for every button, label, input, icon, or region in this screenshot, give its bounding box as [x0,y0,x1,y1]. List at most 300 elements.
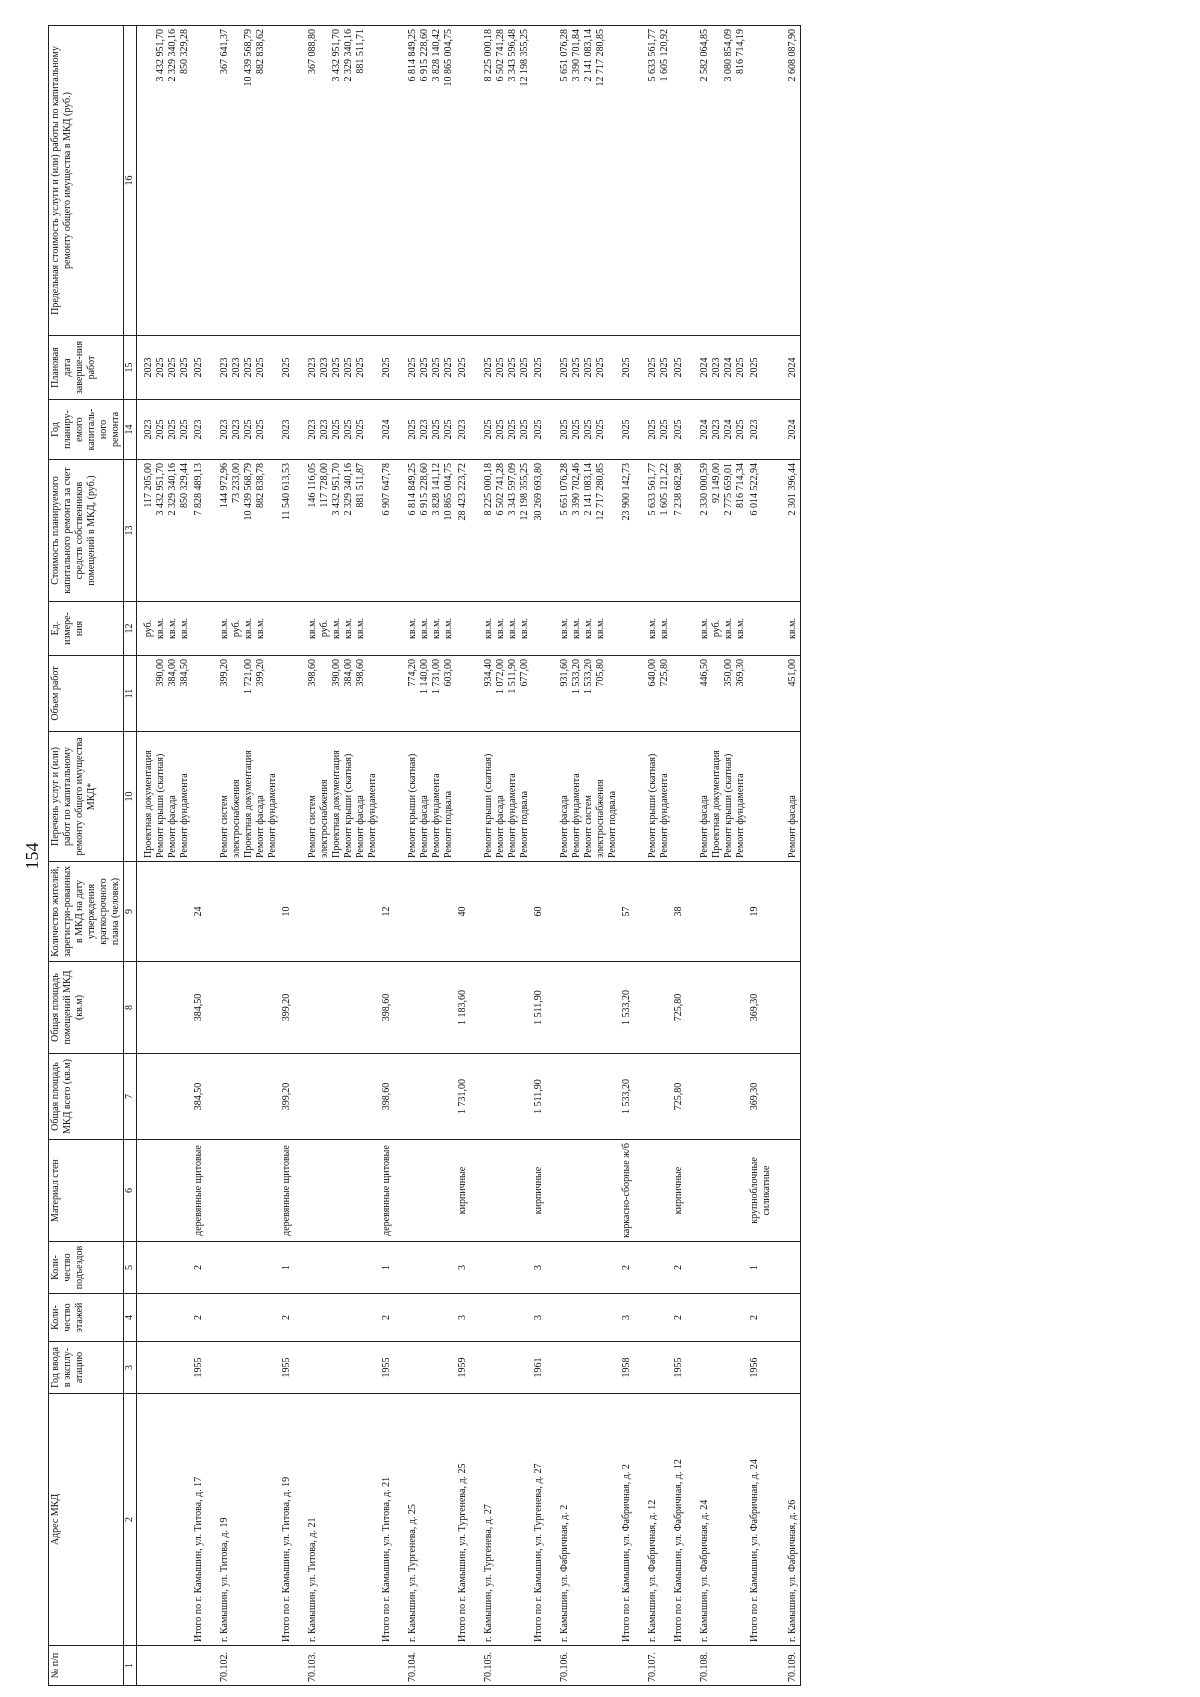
column-header: Общая площадь помещений МКД (кв.м) [49,962,124,1054]
cell-wall [401,1140,456,1242]
cell-end-year [301,336,380,400]
cell-end-year [748,336,781,400]
cell-area-total [401,1054,456,1140]
cell-line: руб. [319,619,330,638]
cell-line: 2025 [255,419,266,440]
cell-line: 6 502 741,28 [495,29,506,82]
cell-works [477,732,532,862]
cell-line: 1 511,90 [507,659,518,694]
column-number: 10 [124,732,137,862]
cell-line: 390,00 [155,659,166,687]
cell-line: 2025 [407,357,418,378]
cell-line: Проектная документация [711,750,722,858]
cell-works [553,732,620,862]
cell-line: 117 728,00 [319,463,330,508]
cell-floors [553,1294,620,1342]
column-header: Объем работ [49,656,124,732]
cell-line: 12 717 280,85 [595,29,606,87]
total-row [456,26,477,1686]
table-row [641,26,672,1686]
cell-line: Ремонт систем электроснабжения [583,779,606,858]
cell-end-year [672,336,693,400]
cell-limit [280,26,301,336]
cell-line: 12 717 280,85 [595,463,606,521]
cell-line: кв.м. [407,618,418,639]
cell-unit [301,602,380,656]
cell-line: кв.м. [583,618,594,639]
cell-addr: г. Камышин, ул. Фабричная, д. 12 [641,1394,672,1646]
cell-unit [781,602,801,656]
cell-residents [213,862,280,962]
cell-wall: кирпичные [532,1140,553,1242]
column-number: 3 [124,1342,137,1394]
cell-line: 2025 [647,357,658,378]
cell-volume [553,656,620,732]
cell-entr [693,1242,748,1294]
cell-line: Ремонт фундамента [507,773,518,858]
cell-line: 2025 [749,357,760,378]
cell-end-year [532,336,553,400]
cell-line: 11 540 613,53 [281,463,292,521]
cell-entr [213,1242,280,1294]
cell-line: 10 865 004,75 [443,463,454,521]
cell-line: 2025 [559,419,570,440]
cell-line: 6 915 228,60 [419,29,430,82]
column-number: 14 [124,400,137,460]
cell-line: 2023 [219,357,230,378]
column-number: 12 [124,602,137,656]
cell-wall: деревянные щитовые [380,1140,401,1242]
cell-limit [477,26,532,336]
cell-unit [532,602,553,656]
cell-addr: Итого по г. Камышин, ул. Фабричная, д. 24 [748,1394,781,1646]
cell-floors [477,1294,532,1342]
cell-line: 350,00 [723,659,734,687]
cell-limit [401,26,456,336]
cell-num: 70.105. [477,1646,532,1686]
cell-volume [213,656,280,732]
cell-line: 2025 [431,419,442,440]
cell-cost [620,460,641,602]
cell-volume [641,656,672,732]
cell-line: 384,00 [167,659,178,687]
cell-line: 2 141 083,14 [583,29,594,82]
cell-line: 3 390 702,46 [571,463,582,516]
cell-entr [641,1242,672,1294]
cell-line: 12 198 355,25 [519,463,530,521]
cell-plan-year [553,400,620,460]
cell-cost [672,460,693,602]
cell-line: 2025 [443,357,454,378]
cell-addr: г. Камышин, ул. Фабричная, д. 2 [553,1394,620,1646]
cell-end-year [456,336,477,400]
cell-addr: Итого по г. Камышин, ул. Титова, д. 19 [280,1394,301,1646]
cell-line: 6 907 647,78 [381,463,392,516]
cell-line: 816 714,19 [735,29,746,74]
cell-line: Ремонт фасада [559,795,570,858]
cell-residents: 57 [620,862,641,962]
cell-line: 10 865 004,75 [443,29,454,87]
cell-line: Проектная документация [243,750,254,858]
cell-line: 640,00 [647,659,658,687]
cell-year: 1955 [192,1342,213,1394]
cell-limit [137,26,193,336]
cell-line: 2025 [331,419,342,440]
cell-line: 2025 [659,357,670,378]
cell-line: Ремонт систем электроснабжения [307,779,330,858]
cell-cost [693,460,748,602]
cell-unit [693,602,748,656]
cell-floors [213,1294,280,1342]
cell-volume [380,656,401,732]
cell-plan-year [380,400,401,460]
cell-line: 2025 [431,357,442,378]
cell-line: 881 511,87 [355,463,366,508]
cell-entr: 2 [192,1242,213,1294]
cell-end-year [380,336,401,400]
cell-line: 850 329,44 [179,463,190,508]
cell-line: 3 828 141,12 [431,463,442,516]
cell-cost [280,460,301,602]
cell-line: Ремонт фасада [419,795,430,858]
cell-year [641,1342,672,1394]
column-header: Стоимость планируемого капитального ремонта за счет средств собственников помещений в МКД, (руб.) [49,460,124,602]
cell-volume [137,656,193,732]
cell-line: Ремонт фундамента [431,773,442,858]
table-row [781,26,801,1686]
cell-num: 70.109. [781,1646,801,1686]
cell-line: кв.м. [355,618,366,639]
cell-floors [641,1294,672,1342]
table-row [401,26,456,1686]
column-header: Перечень услуг и (или) работ по капитальному ремонту общего имущества МКД* [49,732,124,862]
cell-num [748,1646,781,1686]
cell-line: 2025 [343,357,354,378]
cell-line: Ремонт крыши (скатная) [483,753,494,858]
cell-line: 12 198 355,25 [519,29,530,87]
cell-num: 70.102. [213,1646,280,1686]
cell-floors: 3 [456,1294,477,1342]
column-header: Материал стен [49,1140,124,1242]
cell-wall [137,1140,193,1242]
cell-wall [641,1140,672,1242]
cell-line: 2024 [699,419,710,440]
cell-addr: Итого по г. Камышин, ул. Тургенева, д. 25 [456,1394,477,1646]
cell-plan-year [641,400,672,460]
cell-line: 3 343 596,48 [507,29,518,82]
cell-line: 2025 [507,357,518,378]
cell-line: 73 233,00 [231,463,242,503]
cell-line: Ремонт фундамента [179,773,190,858]
cell-line: 2023 [281,419,292,440]
cell-line: 2025 [281,357,292,378]
column-header: Коли-чество этажей [49,1294,124,1342]
cell-unit [280,602,301,656]
cell-line: 2025 [595,419,606,440]
cell-line: кв.м. [483,618,494,639]
cell-addr: г. Камышин, ул. Фабричная, д. 24 [693,1394,748,1646]
cell-wall [693,1140,748,1242]
column-number: 11 [124,656,137,732]
cell-limit [672,26,693,336]
cell-line: 2023 [143,419,154,440]
cell-end-year [641,336,672,400]
cell-line: 2025 [331,357,342,378]
cell-area-total: 369,30 [748,1054,781,1140]
cell-year: 1955 [672,1342,693,1394]
cell-area-total: 1 731,00 [456,1054,477,1140]
cell-plan-year [401,400,456,460]
cell-limit [553,26,620,336]
cell-line [231,659,243,728]
cell-residents: 24 [192,862,213,962]
cell-line: кв.м. [219,618,230,639]
cell-line: 2025 [647,419,658,440]
cell-line: 2025 [255,357,266,378]
cell-plan-year [781,400,801,460]
cell-line: 2023 [711,357,722,378]
cell-line: 367 088,80 [307,29,318,74]
cell-line: 2025 [167,357,178,378]
cell-volume [301,656,380,732]
cell-line: 2023 [457,419,468,440]
cell-unit [641,602,672,656]
column-header: Коли-чество подъездов [49,1242,124,1294]
cell-line: 2025 [155,357,166,378]
cell-residents: 40 [456,862,477,962]
cell-line: кв.м. [495,618,506,639]
column-header: № п/п [49,1646,124,1686]
cell-wall [781,1140,801,1242]
cell-num [532,1646,553,1686]
total-row [532,26,553,1686]
table-row [553,26,620,1686]
cell-line: кв.м. [155,618,166,639]
cell-volume [401,656,456,732]
rotated-page [18,26,1183,1686]
cell-line: Ремонт крыши (скатная) [723,753,734,858]
cell-area-prem: 1 511,90 [532,962,553,1054]
cell-area-prem: 398,60 [380,962,401,1054]
cell-volume [280,656,301,732]
total-row [620,26,641,1686]
cell-wall: деревянные щитовые [280,1140,301,1242]
cell-entr: 1 [748,1242,781,1294]
cell-line: Ремонт фасада [495,795,506,858]
cell-year: 1955 [280,1342,301,1394]
cell-line: кв.м. [735,618,746,639]
cell-line [143,29,155,332]
cell-line: 2025 [533,419,544,440]
cell-floors: 2 [280,1294,301,1342]
table-body [137,26,801,1686]
cell-area-total: 384,50 [192,1054,213,1140]
cell-floors: 2 [192,1294,213,1342]
cell-line: кв.м. [723,618,734,639]
cell-line: 2023 [143,357,154,378]
cell-line: 2025 [559,357,570,378]
cell-line: 2023 [319,357,330,378]
cell-line: 2025 [735,419,746,440]
cell-line: 2023 [749,419,760,440]
cell-line: кв.м. [699,618,710,639]
column-header: Год ввода в эксплу-атацию [49,1342,124,1394]
cell-limit [532,26,553,336]
cell-line: кв.м. [647,618,658,639]
cell-line: 2023 [711,419,722,440]
cell-line: Ремонт фасада [355,795,366,858]
cell-entr: 3 [456,1242,477,1294]
cell-wall: кирпичные [456,1140,477,1242]
cell-area-prem: 1 533,20 [620,962,641,1054]
cell-line: 398,60 [307,659,318,687]
column-number: 15 [124,336,137,400]
cell-area-prem: 399,20 [280,962,301,1054]
cell-line: 23 900 142,73 [621,463,632,521]
cell-plan-year [137,400,193,460]
cell-floors: 3 [620,1294,641,1342]
cell-num [380,1646,401,1686]
cell-end-year [781,336,801,400]
cell-line: кв.м. [595,618,606,639]
cell-year: 1959 [456,1342,477,1394]
cell-line: 5 633 561,77 [647,463,658,516]
cell-area-prem [477,962,532,1054]
cell-works [137,732,193,862]
cell-entr [477,1242,532,1294]
cell-area-prem [137,962,193,1054]
cell-line: 1 072,00 [495,659,506,694]
cell-line: 6 814 849,25 [407,29,418,82]
cell-volume [192,656,213,732]
cell-line: 931,60 [559,659,570,687]
cell-line: Ремонт фасада [167,795,178,858]
cell-line: Проектная документация [143,750,154,858]
cell-area-total [641,1054,672,1140]
cell-residents: 19 [748,862,781,962]
cell-line: 1 140,00 [419,659,430,694]
total-row [280,26,301,1686]
cell-line: Ремонт крыши (скатная) [647,753,658,858]
cell-works [532,732,553,862]
cell-line: 30 269 693,80 [533,463,544,521]
column-header: Плановая дата заверше-ния работ [49,336,124,400]
cell-line: 369,30 [735,659,746,687]
cell-line: 2025 [381,357,392,378]
cell-residents: 38 [672,862,693,962]
cell-line: 2024 [381,419,392,440]
cell-line: 6 502 741,28 [495,463,506,516]
column-number: 7 [124,1054,137,1140]
cell-entr [301,1242,380,1294]
cell-end-year [477,336,532,400]
cell-line: 399,20 [219,659,230,687]
cell-line [319,659,331,728]
cell-line: 1 533,20 [583,659,594,694]
column-number: 16 [124,26,137,336]
cell-plan-year [532,400,553,460]
cell-volume [672,656,693,732]
cell-entr: 2 [620,1242,641,1294]
cell-line: 2 582 064,85 [699,29,710,82]
cell-plan-year [301,400,380,460]
cell-area-total [301,1054,380,1140]
cell-num: 70.106. [553,1646,620,1686]
cell-line: 2023 [231,357,242,378]
cell-floors: 2 [380,1294,401,1342]
cell-line: 451,00 [787,659,798,687]
cell-line: 882 838,62 [255,29,266,74]
table-row [477,26,532,1686]
cell-line: 2024 [787,419,798,440]
cell-line: 2025 [571,357,582,378]
cell-line: 2023 [231,419,242,440]
cell-cost [301,460,380,602]
cell-works [456,732,477,862]
cell-line: 2025 [419,357,430,378]
cell-unit [192,602,213,656]
cell-limit [380,26,401,336]
cell-line: 1 605 120,92 [659,29,670,82]
total-row [672,26,693,1686]
cell-line: 3 390 701,84 [571,29,582,82]
total-row [192,26,213,1686]
cell-residents [477,862,532,962]
cell-residents [401,862,456,962]
cell-line: Ремонт фундамента [267,773,278,858]
cell-residents: 60 [532,862,553,962]
cell-line: 6 814 849,25 [407,463,418,516]
cell-line: 3 432 951,70 [331,463,342,516]
cell-end-year [213,336,280,400]
cell-line: 2025 [495,357,506,378]
cell-line: 2025 [243,419,254,440]
cell-num [280,1646,301,1686]
cell-floors [301,1294,380,1342]
cell-entr: 3 [532,1242,553,1294]
cell-line: Ремонт фундамента [659,773,670,858]
repair-plan-table [48,25,801,1686]
cell-end-year [192,336,213,400]
cell-line: Ремонт крыши (скатная) [407,753,418,858]
cell-line: 6 014 522,94 [749,463,760,516]
cell-area-prem [553,962,620,1054]
cell-cost [401,460,456,602]
cell-line: 390,00 [331,659,342,687]
cell-line: 3 343 597,09 [507,463,518,516]
cell-area-total: 1 511,90 [532,1054,553,1140]
cell-addr: г. Камышин, ул. Фабричная, д. 26 [781,1394,801,1646]
cell-limit [213,26,280,336]
cell-line: руб. [143,619,154,638]
cell-floors: 2 [748,1294,781,1342]
cell-line: кв.м. [343,618,354,639]
cell-line: 2025 [179,419,190,440]
cell-line: Ремонт фасада [255,795,266,858]
cell-plan-year [672,400,693,460]
cell-wall [553,1140,620,1242]
cell-wall [477,1140,532,1242]
cell-line: 10 439 568,79 [243,29,254,87]
cell-plan-year [213,400,280,460]
cell-year [301,1342,380,1394]
cell-line: 2025 [193,357,204,378]
cell-line: руб. [711,619,722,638]
cell-line: 8 225 000,18 [483,29,494,82]
cell-line: кв.м. [787,618,798,639]
column-number: 8 [124,962,137,1054]
cell-area-total: 399,20 [280,1054,301,1140]
